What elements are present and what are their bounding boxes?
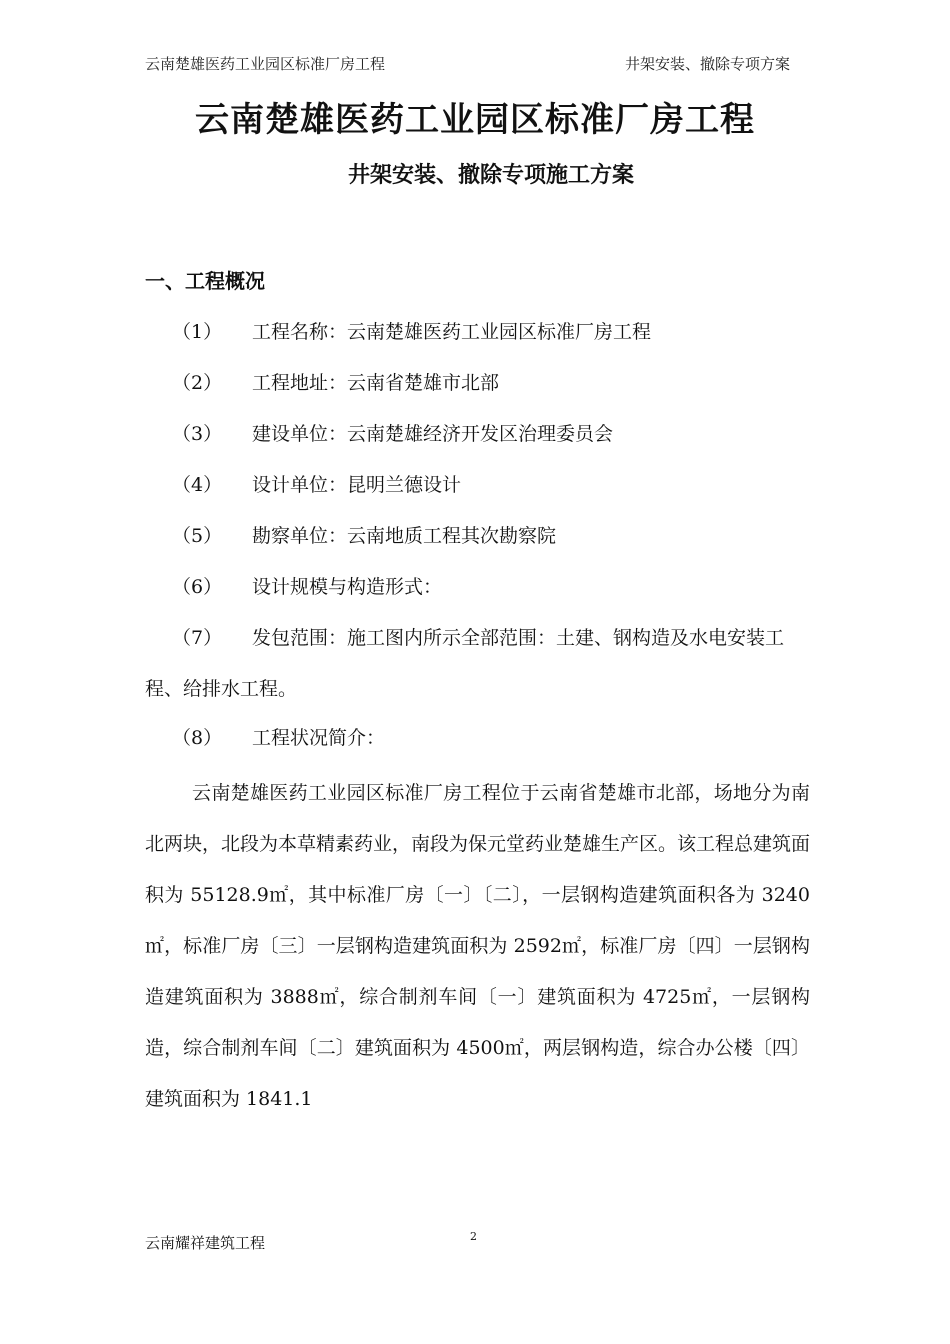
list-item: [172, 317, 812, 347]
item-text: 设计规模与构造形式：: [252, 576, 443, 598]
item-number: （5）: [172, 525, 223, 547]
page-footer: [145, 1230, 790, 1254]
item-number: （4）: [172, 474, 223, 496]
list-item: [172, 723, 812, 753]
document-subtitle: 井架安装、撤除专项施工方案: [348, 163, 635, 188]
header-project-name: 云南楚雄医药工业园区标准厂房工程: [145, 55, 386, 73]
item-number: （6）: [172, 576, 223, 598]
item-number: （8）: [172, 727, 223, 749]
item-text: 建设单位：云南楚雄经济开发区治理委员会: [252, 423, 614, 445]
section-heading: 一、工程概况: [145, 269, 265, 293]
item-text: 设计单位：昆明兰德设计: [252, 474, 462, 496]
list-item: [172, 368, 812, 398]
item-number: （3）: [172, 423, 223, 445]
item-number: （1）: [172, 321, 223, 343]
item-text: 工程地址：云南省楚雄市北部: [252, 372, 500, 394]
list-item: [172, 521, 812, 551]
item-continuation: 程、给排水工程。: [145, 678, 298, 700]
footer-company: 云南耀祥建筑工程: [145, 1234, 266, 1252]
project-description-paragraph: 云南楚雄医药工业园区标准厂房工程位于云南省楚雄市北部，场地分为南北两块，北段为本草精素药业，南段为保元堂药业楚雄生产区。该工程总建筑面积为 55128.9㎡，其中标准厂房〔一〕〔二〕，一层钢构造建筑面积各为 3240㎡，标准厂房〔三〕一层钢构造建筑面积为 2592㎡，标准厂房〔四〕一层钢构造建筑面积为 3888㎡，综合制剂车间〔一〕建筑面积为 4725㎡，一层钢构造，综合制剂车间〔二〕建筑面积为 4500㎡，两层钢构造，综合办公楼〔四〕建筑面积为 1841.1: [145, 782, 811, 1110]
page-header: [145, 53, 790, 77]
item-text: 勘察单位：云南地质工程其次勘察院: [252, 525, 557, 547]
item-number: （2）: [172, 372, 223, 394]
item-number: （7）: [172, 627, 223, 649]
item-text: 发包范围：施工图内所示全部范围：土建、钢构造及水电安装工: [252, 627, 785, 649]
list-item: [172, 572, 812, 602]
item-text: 工程状况简介：: [252, 727, 386, 749]
page-number: 2: [470, 1230, 477, 1243]
list-item: [172, 470, 812, 500]
document-title: 云南楚雄医药工业园区标准厂房工程: [195, 100, 755, 140]
list-item: [172, 623, 812, 653]
header-document-name: 井架安装、撤除专项方案: [624, 55, 790, 73]
list-item: [172, 419, 812, 449]
item-text: 工程名称：云南楚雄医药工业园区标准厂房工程: [252, 321, 652, 343]
